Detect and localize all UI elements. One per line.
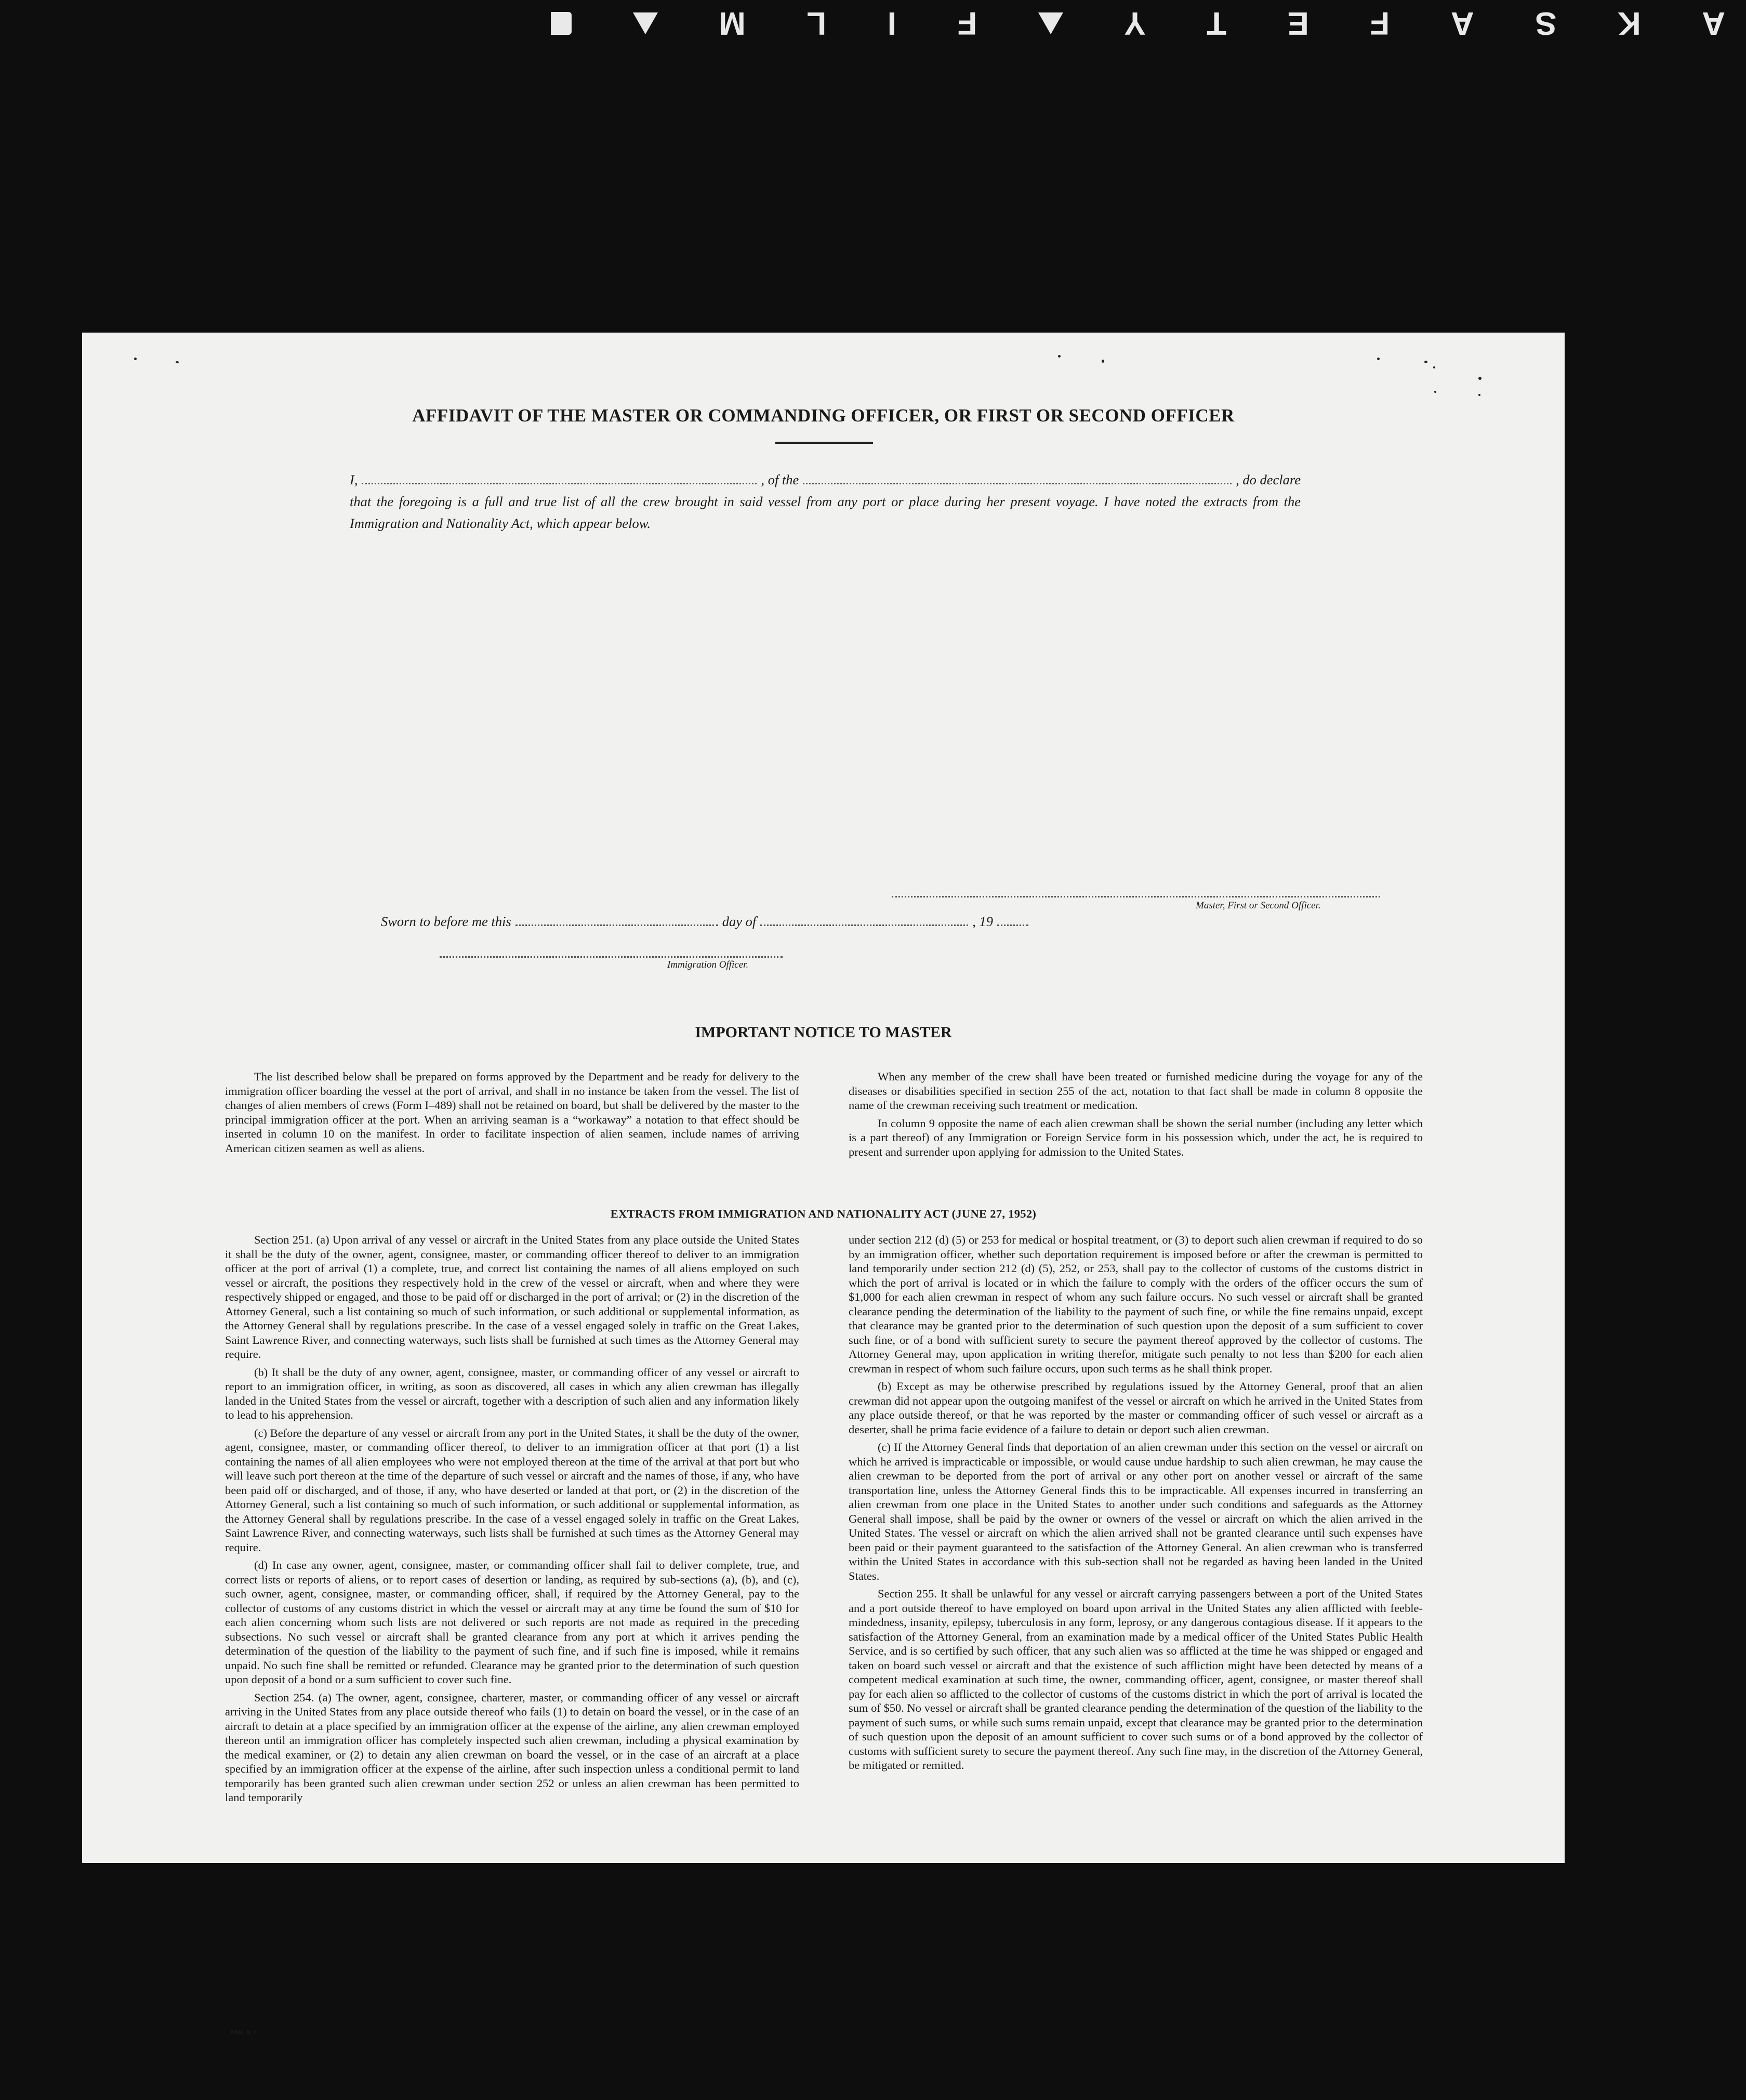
extract-paragraph: (c) If the Attorney General finds that deportation of an alien crewman under this section on the vessel or aircraft on which he arrived is impracticable or impossible, or would cause undue hardship to such alien crewman, he may cause the alien crewman to be deported from the port of arrival or any other port on another vessel or aircraft of the same transportation line, unless the Attorney General finds this to be impracticable. All expenses incurred in transferring an alien crewman from one place in the United States to another under such conditions and safeguards as the Attorney General shall impose, shall be paid by the owner or owners of the vessel or aircraft on which the alien arrived in the United States. The vessel or aircraft on which the alien arrived shall not be granted clearance until such expenses have been paid or their payment guaranteed to the satisfaction of the Attorney General. An alien crewman who is transferred within the United States in accordance with this sub-section shall not be regarded as having been landed in the United States. [849,1441,1423,1582]
notice-right-column [849,1069,1423,1163]
sworn-day-field[interactable] [515,913,718,926]
notice-left-column [225,1069,799,1159]
film-mark: A [1702,5,1725,42]
extracts-left-column [225,1233,799,1808]
declaration-body: that the foregoing is a full and true list of all the crew brought in said vessel from any port or place during her present voyage. I have noted the extracts from the Immigration and Nationality Act, which appear below. [350,494,1301,531]
film-triangle-icon [1038,12,1063,34]
decl-of-the-label: , of the [761,472,799,487]
extracts-right-column [849,1233,1423,1776]
day-of-label: day of [722,913,757,929]
document-page [82,333,1565,2036]
speck [1424,361,1427,363]
officer-name-field[interactable] [362,471,757,484]
immigration-officer-label: Immigration Officer. [667,959,749,970]
year-label: , 19 [972,913,994,929]
speck [176,361,179,363]
notice-heading: IMPORTANT NOTICE TO MASTER [695,1024,952,1041]
speck [1478,394,1480,396]
sworn-before-label: Sworn to before me this [381,913,511,929]
notice-paragraph: The list described below shall be prepared on forms approved by the Department and be ready for delivery to the immigration officer boarding the vessel at the port of arrival, and shall in no instance be taken from the vessel. The list of changes of alien members of crews (Form I–489) shall not be retained on board, but shall be delivered by the master to the principal immigration officer at the port. When an arriving seaman is a “workaway” a notation to that effect should be inserted in column 10 on the manifest. In order to facilitate inspection of alien seamen, include names of arriving American citizen seamen as well as aliens. [225,1070,799,1155]
speck [1434,391,1436,393]
sworn-month-field[interactable] [760,913,968,926]
extract-paragraph: (c) Before the departure of any vessel or aircraft from any port in the United States, it shall be the duty of the owner, agent, consignee, master, or commanding officer thereof, to deliver to an immigration officer at that port (1) a list containing the names of all alien employees who were not employed thereon at the time of the arrival at that port but who will leave such port thereon at the time of the departure of such vessel or aircraft and the names of those, if any, who have been paid off or discharged, and of those, if any, who have deserted or landed at that port, or (2) in the discretion of the Attorney General, such a list containing so much of such information, or such additional or supplemental information, as the Attorney General shall by regulations prescribe. In the case of a vessel engaged solely in traffic on the Great Lakes, Saint Lawrence River, and connecting waterways, such lists shall be furnished at such times as the Attorney General may require. [225,1426,799,1554]
printer-mark: PAR. N.Y. [230,2029,258,2036]
vessel-name-field[interactable] [803,471,1232,484]
sworn-year-field[interactable] [997,913,1028,926]
notice-paragraph: In column 9 opposite the name of each alien crewman shall be shown the serial number (including any letter which is a part thereof) of any Immigration or Foreign Service form in his possession which, under the act, he is required to present and surrender upon applying for admission to the United States. [849,1116,1423,1158]
master-signature-label: Master, First or Second Officer. [1196,900,1321,911]
decl-i-label: I, [350,472,358,487]
extract-paragraph: (b) It shall be the duty of any owner, agent, consignee, master, or commanding officer of any vessel or aircraft to report to an immigration officer, in writing, as soon as discovered, all cases in which any alien crewman has illegally landed in the United States from the vessel or aircraft, together with a description of such alien and any information likely to lead to his apprehension. [225,1365,799,1421]
declaration [350,469,1301,534]
decl-do-declare-label: , do declare [1236,472,1301,487]
declaration-line-1 [350,469,1301,491]
speck [1058,355,1061,358]
notice-paragraph: When any member of the crew shall have been treated or furnished medicine during the voyage for any of the diseases or disabilities specified in section 255 of the act, notation to that fact shall be made in column 8 opposite the name of the crewman receiving such treatment or medication. [849,1070,1423,1112]
sworn-line [381,913,1033,930]
film-mark: K [1617,5,1641,42]
film-mark: S [1535,5,1557,42]
extracts-heading: EXTRACTS FROM IMMIGRATION AND NATIONALITY ACT (JUNE 27, 1952) [610,1207,1037,1220]
speck [1377,358,1380,360]
film-edge-marking [551,5,1725,42]
extract-paragraph: Section 251. (a) Upon arrival of any vessel or aircraft in the United States from any place outside the United States it shall be the duty of the owner, agent, consignee, master, or commanding officer thereof to deliver to an immigration officer at the port of arrival (1) a complete, true, and correct list containing the names of all aliens employed on such vessel or aircraft, the positions they respectively hold in the crew of the vessel or aircraft, when and where they were respectively shipped or engaged, and those to be paid off or discharged in the port of arrival; or (2) in the discretion of the Attorney General, such a list containing so much of such information, or such additional or supplemental information, as the Attorney General shall by regulations prescribe. In the case of a vessel engaged solely in traffic on the Great Lakes, Saint Lawrence River, and connecting waterways, such lists shall be furnished at such times as the Attorney General may require. [225,1233,799,1361]
speck [1102,360,1104,363]
extract-paragraph: under section 212 (d) (5) or 253 for medical or hospital treatment, or (3) to deport such alien crewman if required to do so by an immigration officer, whether such deportation requirement is imposed before or after the crewman is permitted to land temporarily under section 212 (d) (5), 252, or 253, shall pay to the collector of customs of the customs district in which the port of arrival is located or in which the failure to comply with the orders of the officer occurs the sum of $1,000 for each alien crewman in respect of whom any such failure occurs. No such vessel or aircraft shall be granted clearance pending the determination of the liability to the payment of such fine, or while the fine remains unpaid, except that clearance may be granted prior to the determination of such question upon the deposit of a sum sufficient to cover such fine, or of a bond with sufficient surety to secure the payment thereof approved by the collector of customs. The Attorney General may, upon application in writing therefor, mitigate such penalty to not less than $200 for each alien crewman in respect of whom such failure occurs, upon such terms as he shall think proper. [849,1233,1423,1375]
film-mark: F [957,5,977,42]
extract-paragraph: Section 255. It shall be unlawful for any vessel or aircraft carrying passengers between a port of the United States and a port outside thereof to have employed on board upon arrival in the United States any alien afflicted with feeble-mindedness, insanity, epilepsy, tuberculosis in any form, leprosy, or any dangerous contagious disease. If it appears to the satisfaction of the Attorney General, from an examination made by a medical officer of the United States Public Health Service, and is so certified by such officer, that any such alien was so afflicted at the time he was shipped or engaged and taken on board such vessel or aircraft and that the existence of such affliction might have been detected by means of a competent medical examination at such time, the owner, commanding officer, agent, consignee, or master thereof shall pay for each alien so afflicted to the collector of customs of the customs district in which the port of arrival is located the sum of $50. No vessel or aircraft shall be granted clearance pending the determination of the question of the liability to the payment of such sums, or while such sums remain unpaid, except that clearance may be granted prior to the determination of such question upon the deposit of an amount sufficient to cover such sums or of a bond approved by the collector of customs with sufficient surety to secure the payment thereof. Any such fine may, in the discretion of the Attorney General, be mitigated or remitted. [849,1587,1423,1772]
film-notch-icon [551,12,572,35]
film-mark: L [806,5,827,42]
speck [1433,366,1435,368]
film-mark: T [1207,5,1227,42]
title-rule [775,442,873,444]
film-mark: M [719,5,746,42]
extract-paragraph: (b) Except as may be otherwise prescribed by regulations issued by the Attorney General, proof that an alien crewman did not appear upon the outgoing manifest of the vessel or aircraft on which he arrived in the United States from any place outside thereof, or that he was reported by the master or commanding officer of such vessel or aircraft as a deserter, shall be prima facie evidence of a failure to detain or deport such alien crewman. [849,1380,1423,1436]
affidavit-title: AFFIDAVIT OF THE MASTER OR COMMANDING OFFICER, OR FIRST OR SECOND OFFICER [412,405,1235,426]
film-mark: E [1287,5,1309,42]
film-mark: I [887,5,896,42]
film-triangle-icon [633,12,658,34]
immigration-officer-signature-field[interactable] [440,956,783,958]
speck [1478,377,1482,380]
film-mark: Y [1124,5,1146,42]
film-mark: A [1450,5,1474,42]
speck [134,358,137,360]
extract-paragraph: (d) In case any owner, agent, consignee, master, or commanding officer shall fail to deliver complete, true, and correct lists or reports of aliens, or to report cases of desertion or landing, as required by sub-sections (a), (b), and (c), such owner, agent, consignee, master, or commanding officer, shall, if required by the Attorney General, pay to the collector of customs of any customs district in which the vessel or aircraft may at any time be found the sum of $10 for each alien concerning whom such lists are not delivered or such reports are not made as required in the preceding subsections. No such vessel or aircraft shall be granted clearance from any port at which it arrives pending the determination of the question of the liability to the payment of such fine, and if such fine is imposed, while it remains unpaid. No such fine shall be remitted or refunded. Clearance may be granted prior to the determination of such question upon deposit of a bond or a sum sufficient to cover such fine. [225,1559,799,1686]
master-signature-field[interactable] [892,896,1380,897]
extract-paragraph: Section 254. (a) The owner, agent, consignee, charterer, master, or commanding officer of any vessel or aircraft arriving in the United States from any place outside thereof who fails (1) to detain on board the vessel, or in the case of an aircraft to detain at a place specified by an immigration officer at the expense of the airline, any alien crewman employed thereon until an immigration officer has completely inspected such alien crewman, including a physical examination by the medical examiner, or (2) to detain any alien crewman on board the vessel, or in the case of an aircraft at a place specified by an immigration officer at the expense of the airline, after such inspection unless a conditional permit to land temporarily has been granted such alien crewman under section 252 or unless an alien crewman has been permitted to land temporarily [225,1690,799,1804]
film-mark: F [1370,5,1390,42]
